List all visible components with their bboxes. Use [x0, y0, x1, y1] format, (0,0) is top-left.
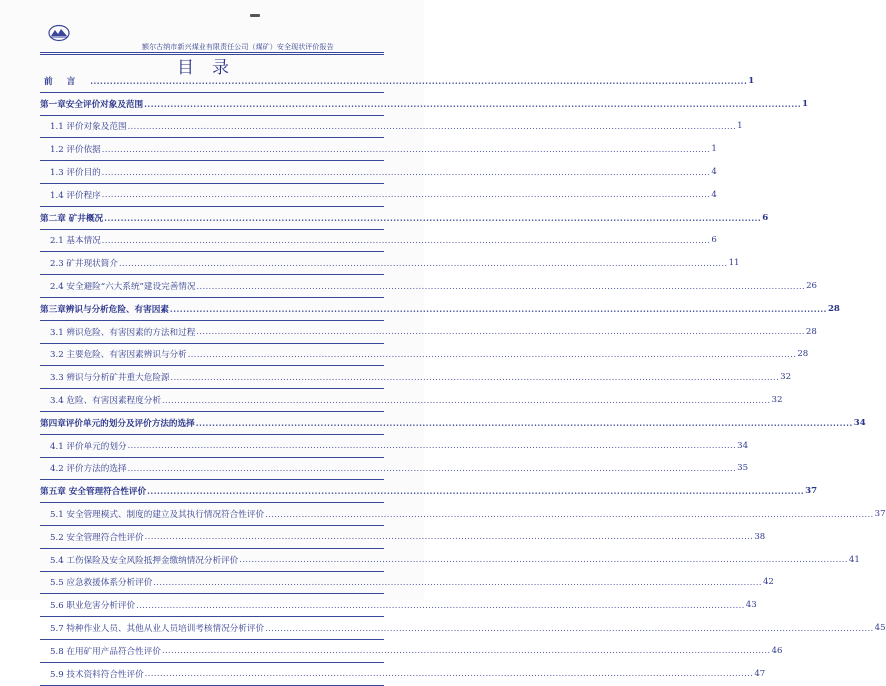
toc-entry-page-number: 28 — [827, 303, 840, 314]
scan-mark — [250, 14, 260, 17]
toc-entry-label: 3.2 主要危险、有害因素辨识与分析 — [50, 350, 187, 361]
toc-entry-page-number: 42 — [762, 577, 774, 588]
report-header: 额尔古纳市新兴煤业有限责任公司（煤矿）安全现状评价报告 — [142, 43, 334, 51]
toc-entry[interactable] — [40, 617, 886, 640]
company-logo-icon — [48, 24, 70, 42]
toc-entry-label: 5.5 应急救援体系分析评价 — [50, 578, 153, 589]
toc-leader-dots: ........................................................................................................................................................................................................ — [127, 463, 737, 473]
toc-entry-label: 5.8 在用矿用产品符合性评价 — [50, 646, 161, 657]
toc-entry-label: 4.1 评价单元的划分 — [50, 441, 127, 452]
toc-entry[interactable] — [40, 663, 766, 686]
toc-entry[interactable] — [40, 389, 783, 412]
toc-entry-label: 1.2 评价依据 — [50, 145, 101, 156]
toc-entry[interactable] — [40, 526, 766, 549]
toc-leader-dots: ........................................................................................................................................................................................................ — [90, 75, 748, 86]
toc-entry-page-number: 35 — [737, 463, 749, 474]
toc-entry-page-number: 11 — [728, 258, 740, 269]
toc-entry[interactable] — [40, 594, 757, 617]
toc-entry-label: 5.9 技术资料符合性评价 — [50, 669, 144, 680]
toc-entry-page-number: 34 — [853, 417, 866, 428]
toc-entry-label: 第三章辨识与分析危险、有害因素 — [40, 304, 169, 315]
toc-entry-page-number: 4 — [711, 167, 717, 178]
toc-entry[interactable] — [40, 549, 860, 572]
toc-leader-dots: ........................................................................................................................................................................................................ — [161, 646, 771, 656]
toc-entry-page-number: 37 — [874, 509, 886, 520]
toc-chapter-entry[interactable] — [40, 207, 769, 230]
toc-leader-dots: ........................................................................................................................................................................................................ — [196, 281, 806, 291]
toc-leader-dots: ........................................................................................................................................................................................................ — [101, 190, 711, 200]
toc-entry-page-number: 1 — [802, 98, 809, 109]
toc-entry-label: 1.4 评价程序 — [50, 190, 101, 201]
toc-entry-label: 5.4 工伤保险及安全风险抵押金缴纳情况分析评价 — [50, 555, 239, 566]
toc-entry-page-number: 43 — [745, 600, 757, 611]
toc-entry[interactable] — [40, 366, 792, 389]
toc-entry-label: 第一章安全评价对象及范围 — [40, 99, 144, 110]
toc-chapter-entry[interactable] — [40, 298, 840, 321]
toc-entry[interactable] — [40, 572, 774, 595]
toc-leader-dots: ........................................................................................................................................................................................................ — [118, 258, 728, 268]
toc-entry-label: 5.2 安全管理符合性评价 — [50, 532, 144, 543]
toc-leader-dots: ........................................................................................................................................................................................................ — [101, 235, 711, 245]
toc-entry[interactable] — [40, 161, 717, 184]
toc-entry[interactable] — [40, 275, 818, 298]
toc-entry-page-number: 1 — [748, 75, 755, 86]
toc-entry-page-number: 47 — [754, 668, 766, 679]
toc-leader-dots: ........................................................................................................................................................................................................ — [101, 144, 711, 154]
toc-entry-page-number: 46 — [771, 645, 783, 656]
toc-leader-dots: ........................................................................................................................................................................................................ — [136, 600, 745, 610]
toc-leader-dots: ........................................................................................................................................................................................................ — [265, 509, 874, 519]
toc-entry-label: 1.1 评价对象及范围 — [50, 122, 127, 133]
toc-entry-label: 5.6 职业危害分析评价 — [50, 601, 136, 612]
toc-entry[interactable] — [40, 138, 717, 161]
toc-leader-dots: ........................................................................................................................................................................................................ — [127, 121, 737, 131]
toc-entry-label: 2.3 矿井现状简介 — [50, 259, 118, 270]
toc-leader-dots: ........................................................................................................................................................................................................ — [239, 555, 848, 565]
toc-entry-page-number: 6 — [762, 212, 769, 223]
toc-entry-page-number: 4 — [711, 189, 717, 200]
toc-chapter-entry[interactable] — [40, 412, 866, 435]
toc-entry-page-number: 32 — [771, 395, 783, 406]
toc-entry-label: 2.1 基本情况 — [50, 236, 101, 247]
toc-entry-page-number: 28 — [797, 349, 809, 360]
toc-leader-dots: ........................................................................................................................................................................................................ — [101, 167, 711, 177]
toc-entry-page-number: 34 — [737, 440, 749, 451]
toc-chapter-entry[interactable] — [40, 480, 818, 503]
toc-leader-dots: ........................................................................................................................................................................................................ — [169, 303, 827, 314]
toc-entry-label: 第五章 安全管理符合性评价 — [40, 487, 147, 498]
toc-entry[interactable] — [40, 435, 749, 458]
toc-leader-dots: ........................................................................................................................................................................................................ — [187, 349, 797, 359]
toc-entry-label: 3.4 危险、有害因素程度分析 — [50, 396, 161, 407]
toc-entry-label: 第二章 矿井概况 — [40, 213, 104, 224]
toc-entry-page-number: 6 — [711, 235, 717, 246]
toc-entry[interactable] — [40, 252, 740, 275]
toc-leader-dots: ........................................................................................................................................................................................................ — [144, 532, 754, 542]
toc-entry-page-number: 28 — [805, 326, 817, 337]
toc-leader-dots: ........................................................................................................................................................................................................ — [265, 623, 874, 633]
toc-entry[interactable] — [40, 503, 886, 526]
toc-leader-dots: ........................................................................................................................................................................................................ — [161, 395, 771, 405]
toc-entry[interactable] — [40, 230, 717, 253]
toc-leader-dots: ........................................................................................................................................................................................................ — [104, 212, 762, 223]
toc-chapter-entry[interactable] — [40, 70, 755, 93]
toc-entry[interactable] — [40, 184, 717, 207]
toc-entry[interactable] — [40, 640, 783, 663]
toc-leader-dots: ........................................................................................................................................................................................................ — [144, 98, 802, 109]
toc-leader-dots: ........................................................................................................................................................................................................ — [153, 577, 762, 587]
toc-entry-label: 2.4 安全避险“六大系统”建设完善情况 — [50, 282, 196, 293]
toc-entry-page-number: 1 — [711, 144, 717, 155]
toc-leader-dots: ........................................................................................................................................................................................................ — [147, 486, 805, 497]
toc-leader-dots: ........................................................................................................................................................................................................ — [144, 669, 754, 679]
toc-entry-label: 5.7 特种作业人员、其他从业人员培训考核情况分析评价 — [50, 624, 265, 635]
toc-leader-dots: ........................................................................................................................................................................................................ — [170, 372, 780, 382]
toc-entry-label: 前言 — [44, 76, 90, 87]
toc-entry-page-number: 37 — [805, 486, 818, 497]
toc-title: 目录 — [177, 58, 247, 78]
toc-leader-dots: ........................................................................................................................................................................................................ — [196, 327, 805, 337]
toc-entry-label: 3.3 辨识与分析矿井重大危险源 — [50, 373, 170, 384]
toc-leader-dots: ........................................................................................................................................................................................................ — [195, 417, 853, 428]
toc-entry-label: 第四章评价单元的划分及评价方法的选择 — [40, 418, 195, 429]
toc-entry[interactable] — [40, 344, 809, 367]
toc-entry-label: 4.2 评价方法的选择 — [50, 464, 127, 475]
toc-entry-label: 3.1 辨识危险、有害因素的方法和过程 — [50, 327, 196, 338]
toc-entry-page-number: 45 — [874, 623, 886, 634]
toc-leader-dots: ........................................................................................................................................................................................................ — [127, 441, 737, 451]
toc-entry-page-number: 1 — [737, 121, 743, 132]
toc-entry-label: 5.1 安全管理模式、制度的建立及其执行情况符合性评价 — [50, 510, 265, 521]
table-of-contents — [40, 70, 886, 686]
toc-entry[interactable] — [40, 321, 817, 344]
toc-entry[interactable] — [40, 458, 749, 481]
toc-chapter-entry[interactable] — [40, 93, 809, 116]
toc-entry-page-number: 32 — [780, 372, 792, 383]
toc-entry-page-number: 26 — [806, 281, 818, 292]
toc-entry-page-number: 38 — [754, 531, 766, 542]
toc-entry[interactable] — [40, 116, 743, 139]
toc-entry-page-number: 41 — [848, 554, 860, 565]
toc-entry-label: 1.3 评价目的 — [50, 168, 101, 179]
